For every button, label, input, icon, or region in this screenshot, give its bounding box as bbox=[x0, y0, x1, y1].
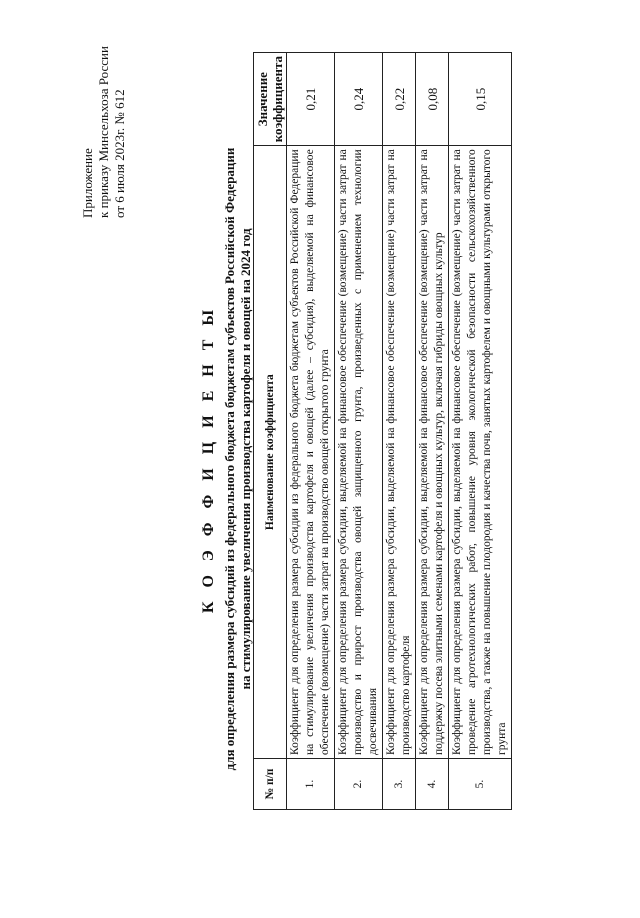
document-heading bbox=[200, 50, 254, 868]
table-row bbox=[335, 53, 383, 810]
header-value: Значение коэффициента bbox=[254, 53, 287, 146]
appendix-order-ref: к приказу Минсельхоза России bbox=[96, 46, 111, 218]
row-value: 0,22 bbox=[383, 53, 416, 146]
row-value: 0,21 bbox=[287, 53, 335, 146]
appendix-note bbox=[80, 18, 128, 218]
table-header-row bbox=[254, 53, 287, 810]
document-subtitle-line-1: для определения размера субсидий из федерального бюджета бюджетам субъектов Российской Федерации bbox=[222, 147, 237, 771]
table-row bbox=[383, 53, 416, 810]
row-value: 0,15 bbox=[449, 53, 512, 146]
row-value: 0,08 bbox=[416, 53, 449, 146]
header-number: № п/п bbox=[254, 759, 287, 810]
row-name: Коэффициент для определения размера субсидии, выделяемой на финансовое обеспечение (возмещение) части затрат на проведение агротехнологических работ, повышение уровня экологической безопасности сельскохозяйственного производства, а также на повышение плодородия и качества почв, занятых картофелем и овощными культурами открытого грунта bbox=[449, 146, 512, 759]
appendix-order-date: от 6 июля 2023г. № 612 bbox=[112, 89, 127, 218]
row-name: Коэффициент для определения размера субсидии из федерального бюджета бюджетам субъектов Российской Федерации на стимулирование увеличения производства картофеля и овощей (далее – субсидия), выделяемой на финансовое обеспечение (возмещение) части затрат на производство овощей открытого грунта bbox=[287, 146, 335, 759]
appendix-label: Приложение bbox=[80, 148, 95, 218]
row-value: 0,24 bbox=[335, 53, 383, 146]
table-row bbox=[416, 53, 449, 810]
header-name: Наименование коэффициента bbox=[254, 146, 287, 759]
row-number: 4. bbox=[416, 759, 449, 810]
row-number: 3. bbox=[383, 759, 416, 810]
document-subtitle-line-2: на стимулирование увеличения производства картофеля и овощей на 2024 год bbox=[238, 228, 253, 690]
row-number: 5. bbox=[449, 759, 512, 810]
row-number: 2. bbox=[335, 759, 383, 810]
row-number: 1. bbox=[287, 759, 335, 810]
row-name: Коэффициент для определения размера субсидии, выделяемой на финансовое обеспечение (возмещение) части затрат на производство и прирост производства овощей защищенного грунта, произведенных с применением технологии досвечивания bbox=[335, 146, 383, 759]
coefficients-table bbox=[253, 52, 512, 810]
table-row bbox=[287, 53, 335, 810]
row-name: Коэффициент для определения размера субсидии, выделяемой на финансовое обеспечение (возмещение) части затрат на производство картофеля bbox=[383, 146, 416, 759]
document-title: К О Э Ф Ф И Ц И Е Н Т Ы bbox=[200, 304, 217, 614]
row-name: Коэффициент для определения размера субсидии, выделяемой на финансовое обеспечение (возмещение) части затрат на поддержку посева элитными семенами картофеля и овощных культур, включая гибриды овощных культур bbox=[416, 146, 449, 759]
table-row bbox=[449, 53, 512, 810]
